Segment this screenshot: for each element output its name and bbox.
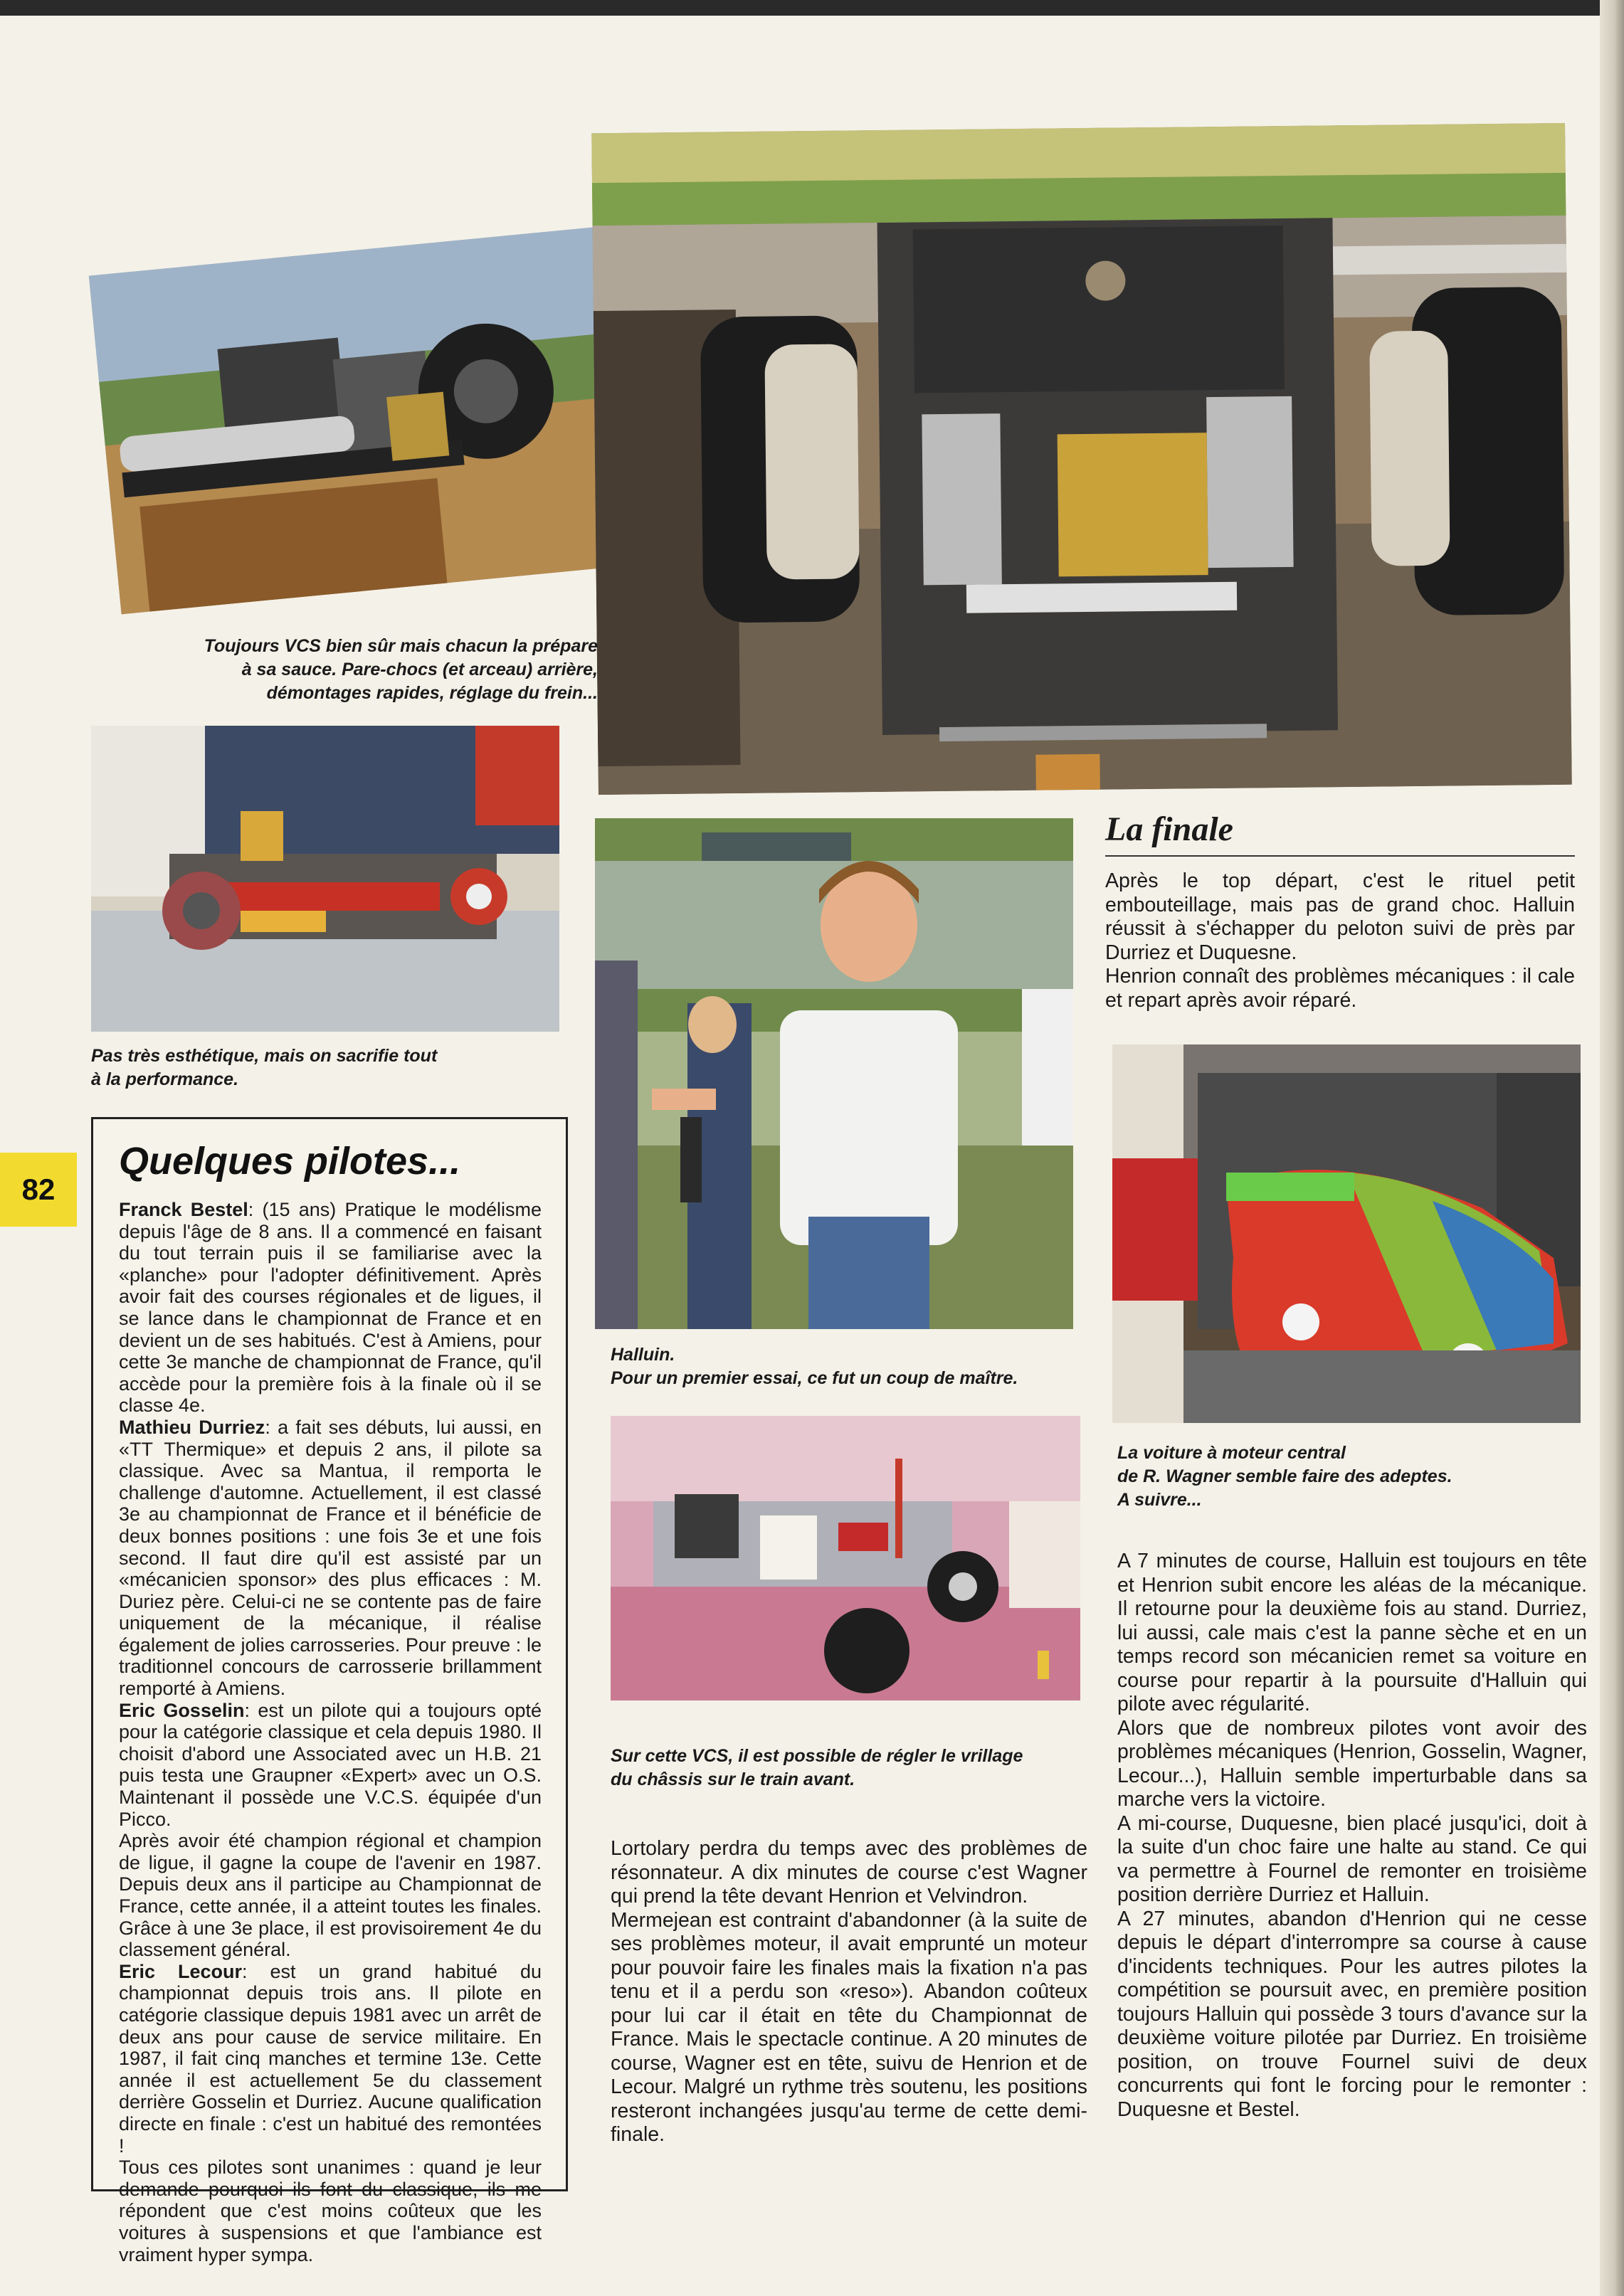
paragraph: Henrion connaît des problèmes mécaniques : il cale et repart après avoir réparé. — [1105, 965, 1575, 1012]
pilot-name: Franck Bestel — [119, 1199, 248, 1220]
pilot-name: Eric Lecour — [119, 1960, 243, 1982]
engine-side-image — [89, 227, 631, 615]
caption-line: démontages rapides, réglage du frein... — [266, 683, 598, 703]
caption-esthetique — [91, 1044, 575, 1091]
caption-line: La voiture à moteur central — [1117, 1443, 1346, 1463]
pilot-bio: Après avoir été champion régional et champion de ligue, il gagne la coupe de l'avenir en 1987. Depuis deux ans il participe au Championnat de France, cette année, il a atteint toutes les finales. Grâce à une 3e place, il est provisoirement 4e du classement général. — [119, 1830, 542, 1961]
photo-engine-rear — [591, 123, 1572, 795]
paragraph: A mi-course, Duquesne, bien placé jusqu'ici, doit à la suite d'un choc faire une halte au stand. Ce qui va permettre à Fournel de remonter en troisième position derrière Durriez et Halluin. — [1117, 1811, 1587, 1906]
scan-top-edge — [0, 0, 1624, 16]
photo-halluin — [595, 818, 1073, 1329]
paragraph: Mermejean est contraint d'abandonner (à la suite de ses problèmes moteur, il avait emprunté un moteur pour pouvoir faire les finales mais la fixation n'a pas tenu et il a perdu son «reso»). Abandon coûteux pour lui car il était en tête du Championnat de France. Mais le spectacle continue. A 20 minutes de course, Wagner est en tête, suivu de Henrion et de Lecour. Malgré un rythme très soutenu, les positions resteront inchangées jusqu'au terme de cette demi-finale. — [611, 1908, 1087, 2146]
caption-line: Pas très esthétique, mais on sacrifie tout — [91, 1046, 438, 1066]
pilot-bio: : a fait ses débuts, lui aussi, en «TT Thermique» et depuis 2 ans, il pilote sa classique. Avec sa Mantua, il remporta le challenge d'automne. Actuellement, il est classé 3e au championnat de France et il bénéficie de deux bonnes positions : une fois 3e et une fois second. Il faut dire qu'il est assisté par un «mécanicien sponsor» des plus efficaces : M. Duriez père. Celui-ci ne se contente pas de faire uniquement de la mécanique, il réalise également de jolies carrosseries. Pour preuve : le traditionnel concours de carrosserie brillamment remporté à Amiens. — [119, 1416, 542, 1700]
pilot-bio: Tous ces pilotes sont unanimes : quand je leur demande pourquoi ils font du classique, ils me répondent que c'est moins coûteux que les voitures à suspensions et que l'ambiance est vraiment hyper sympa. — [119, 2157, 542, 2265]
page-binding-shadow — [1600, 0, 1624, 2296]
finale-continued — [1117, 1550, 1587, 2122]
finale-title: La finale — [1105, 810, 1575, 857]
pilot-entry — [119, 1199, 542, 1417]
pilot-bio: : est un grand habitué du championnat depuis trois ans. Il pilote en catégorie classique depuis 1981 avec un arrêt de deux ans pour cause de service militaire. En 1987, il fait cinq manches et termine 13e. Cette année il est actuellement 5e du classement derrière Gosselin et Durriez. Aucune qualification directe en finale : c'est un habitué des remontées ! — [119, 1960, 542, 2157]
paragraph: Après le top départ, c'est le rituel petit embouteillage, mais pas de grand choc. Halluin réussit à s'échapper du peloton suivi de près par Durriez et Duquesne. — [1105, 869, 1575, 964]
paragraph: Alors que de nombreux pilotes vont avoir des problèmes mécaniques (Henrion, Gosselin, Wagner, Lecour...), Halluin semble imperturbable dans sa marche vers la victoire. — [1117, 1716, 1587, 1811]
caption-line: à la performance. — [91, 1069, 239, 1089]
photo-red-chassis — [91, 726, 559, 1032]
pilots-text — [119, 1199, 542, 2265]
pilots-title: Quelques pilotes... — [119, 1140, 461, 1183]
pilot-entry — [119, 1830, 542, 1961]
photo-engine-side — [89, 227, 631, 615]
finale-intro — [1105, 869, 1575, 1012]
caption-line: A suivre... — [1117, 1490, 1202, 1510]
pilot-entry — [119, 2157, 542, 2265]
pilot-bio: : est un pilote qui a toujours opté pour la catégorie classique et cela depuis 1980. Il choisit d'abord une Associated avec un H.B. 21 puis testa une Graupner «Expert» avec un O.S. Maintenant il possède une V.C.S. équipée d'un Picco. — [119, 1699, 542, 1830]
paragraph: A 27 minutes, abandon d'Henrion qui ne cesse depuis le départ d'interrompre sa course à cause d'incidents techniques. Pour les autres pilotes la compétition se poursuit avec, en première position toujours Halluin qui possède 3 tours d'avance sur la deuxième voiture pilotée par Durriez. En troisième position, on trouve Fournel suivi de deux concurrents qui font le forcing pour le remonter : Duquesne et Bestel. — [1117, 1907, 1587, 2121]
pilot-entry — [119, 1700, 542, 1831]
caption-line: Halluin. — [611, 1345, 675, 1365]
pilot-bio: : (15 ans) Pratique le modélisme depuis l'âge de 8 ans. Il a commencé en faisant du tout terrain puis il se familiarise avec la «planche» pour l'adopter définitivement. Après avoir fait des courses régionales et de ligues, il se lance dans le championnat de France et en devient un de ses habitués. C'est à Amiens, pour cette 3e manche de championnat de France, qu'il accède pour la première fois à la finale où il se classe 4e. — [119, 1199, 542, 1417]
halluin-image — [595, 818, 1073, 1329]
paragraph: A 7 minutes de course, Halluin est toujours en tête et Henrion subit encore les aléas de la mécanique. Il retourne pour la deuxième fois au stand. Durriez, lui aussi, cale mais c'est la panne sèche et en un temps record son mécanicien remet sa voiture en course pour repartir à la poursuite d'Halluin qui pilote avec régularité. — [1117, 1550, 1587, 1715]
caption-line: Sur cette VCS, il est possible de régler le vrillage — [611, 1746, 1023, 1766]
engine-rear-image — [591, 123, 1572, 795]
caption-line: du châssis sur le train avant. — [611, 1769, 855, 1789]
red-chassis-image — [91, 726, 559, 1032]
pilot-name: Eric Gosselin — [119, 1699, 245, 1721]
paragraph: Lortolary perdra du temps avec des problèmes de résonnateur. A dix minutes de course c'est Wagner qui prend la tête devant Henrion et Velvindron. — [611, 1837, 1087, 1908]
pilots-box — [91, 1117, 568, 2265]
caption-vrillage — [611, 1745, 1095, 1792]
semifinal-text — [611, 1837, 1087, 2147]
caption-halluin — [611, 1343, 1095, 1390]
caption-vcs-sauce — [100, 635, 598, 705]
photo-pink-vcs — [611, 1416, 1080, 1700]
pilot-entry — [119, 1961, 542, 2157]
pilot-entry — [119, 1417, 542, 1700]
photo-wagner-car — [1112, 1044, 1581, 1423]
pink-vcs-image — [611, 1416, 1080, 1700]
caption-line: Pour un premier essai, ce fut un coup de maître. — [611, 1368, 1018, 1388]
caption-line: Toujours VCS bien sûr mais chacun la prépare — [204, 636, 598, 656]
caption-wagner — [1117, 1441, 1573, 1512]
page-number: 82 — [0, 1153, 77, 1227]
wagner-car-image — [1112, 1044, 1581, 1423]
caption-line: à sa sauce. Pare-chocs (et arceau) arrière, — [241, 660, 598, 679]
pilot-name: Mathieu Durriez — [119, 1416, 265, 1438]
caption-line: de R. Wagner semble faire des adeptes. — [1117, 1466, 1452, 1486]
